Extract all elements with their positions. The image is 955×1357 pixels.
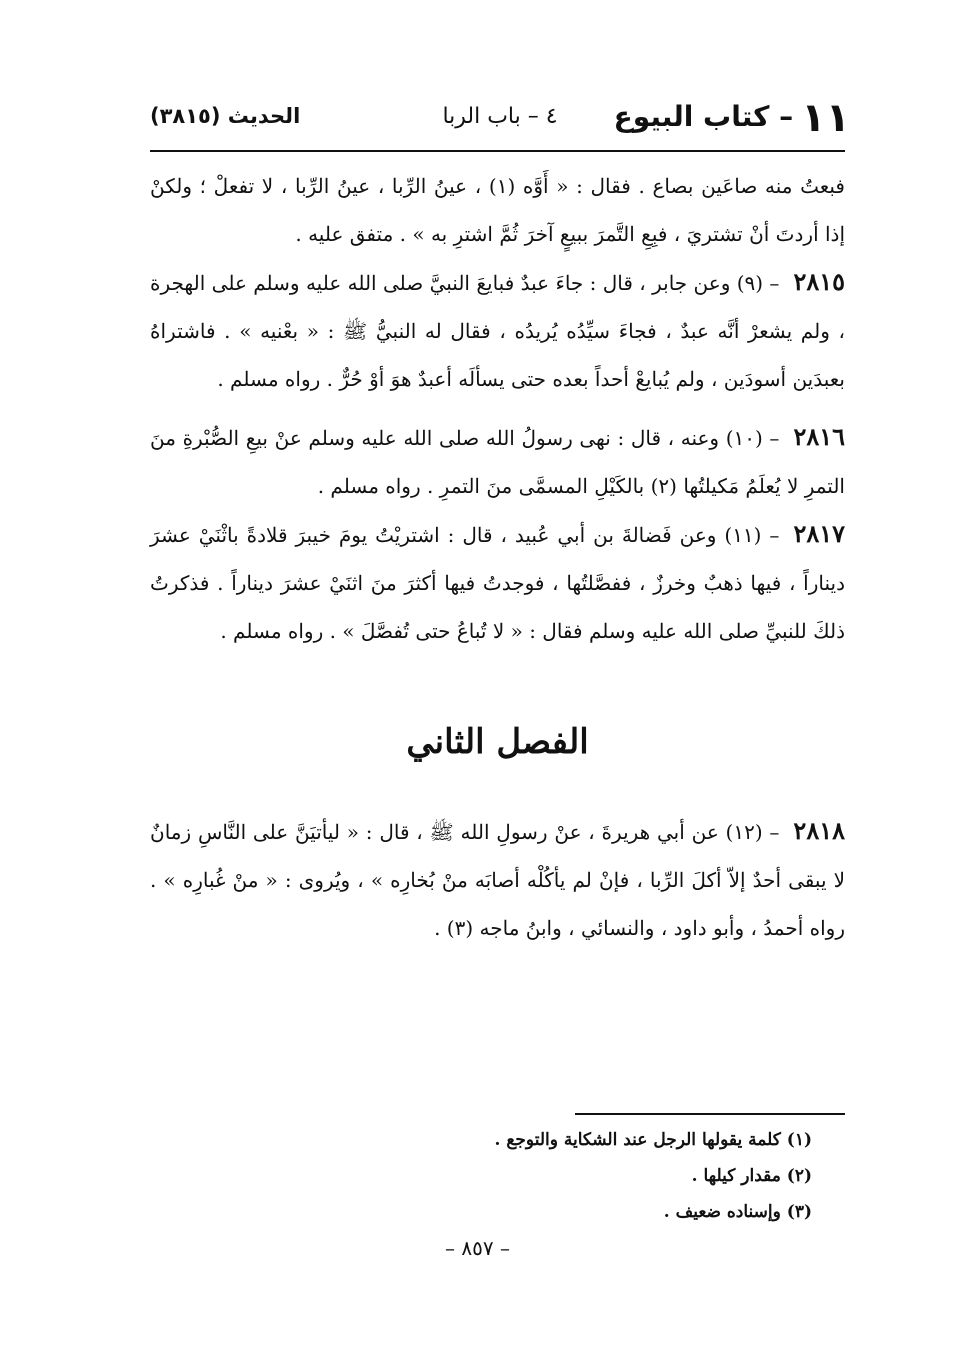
header-divider [150,150,845,152]
hadith-2817 [150,510,845,655]
hadith-number: ٢٨١٥ [793,267,845,296]
book-number: ١١ [801,95,850,141]
hadith-number: ٢٨١٧ [793,519,845,548]
page-body [150,162,845,952]
hadith-text: – (٩) وعن جابر ، قال : جاءَ عبدٌ فبايعَ النبيَّ صلى الله عليه وسلم على الهجرة ، ولم يشعرْ أنَّه عبدٌ ، فجاءَ سيِّدُه يُريدُه ، فقال له النبيُّ ﷺ : « بعْنيه » . فاشتراهُ بعبدَين أسودَين ، ولم يُبايعْ أحداً بعده حتى يسألَه أعبدٌ هوَ أوْ حُرٌّ . رواه مسلم . [150,271,845,391]
footnote-3: (٣) وإسناده ضعيف . [663,1202,812,1222]
hadith-text: – (١١) وعن فَضالةَ بن أبي عُبيد ، قال : اشتريْتُ يومَ خيبرَ قلادةً باثْنَيْ عشرَ ديناراً ، فيها ذهبٌ وخرزٌ ، ففصَّلتُها ، فوجدتُ فيها أكثرَ منَ اثنَيْ عشرَ ديناراً . فذكرتُ ذلكَ للنبيِّ صلى الله عليه وسلم فقال : « لا تُباعُ حتى تُفصَّلَ » . رواه مسلم . [150,523,845,643]
hadith-range: الحديث (٣٨١٥) [150,104,301,128]
hadith-2818 [150,807,845,952]
footnotes [150,1122,812,1230]
footnote-divider [575,1113,845,1115]
chapter-title: ٤ – باب الربا [442,104,558,129]
page-number: – ٨٥٧ – [445,1236,510,1260]
footnote-1: (١) كلمة يقولها الرجل عند الشكاية والتوجع . [494,1130,812,1150]
hadith-number: ٢٨١٦ [793,422,845,451]
footnote-2: (٢) مقدار كيلها . [691,1166,812,1186]
hadith-2816 [150,413,845,510]
section-heading: الفصل الثاني [406,722,589,762]
hadith-number: ٢٨١٨ [793,816,845,845]
hadith-text: – (١٢) عن أبي هريرةَ ، عنْ رسولِ الله ﷺ ، قال : « ليأتيَنَّ على النَّاسِ زمانٌ لا يبقى أحدٌ إلاّ أكلَ الرِّبا ، فإنْ لم يأكُلْه أصابَه منْ بُخارِه » ، ويُروى : « منْ غُبارِه » . رواه أحمدُ ، وأبو داود ، والنسائي ، وابنُ ماجه (٣) . [150,820,845,940]
book-title-text: – كتاب البيوع [613,100,794,133]
paragraph-continued: فبعتُ منه صاعَين بصاع . فقال : « أَوَّه (١) ، عينُ الرِّبا ، عينُ الرِّبا ، لا تفعلْ ؛ ولكنْ إذا أردتَ أنْ تشتريَ ، فبِعِ التَّمرَ ببيعٍ آخرَ ثُمَّ اشترِ به » . متفق عليه . [150,174,845,246]
running-header [150,95,850,148]
hadith-text: – (١٠) وعنه ، قال : نهى رسولُ الله صلى الله عليه وسلم عنْ بيعِ الصُّبْرةِ منَ التمرِ لا يُعلَمُ مَكيلتُها (٢) بالكَيْلِ المسمَّى منَ التمرِ . رواه مسلم . [150,426,845,498]
hadith-2815 [150,258,845,403]
book-title [613,95,850,141]
